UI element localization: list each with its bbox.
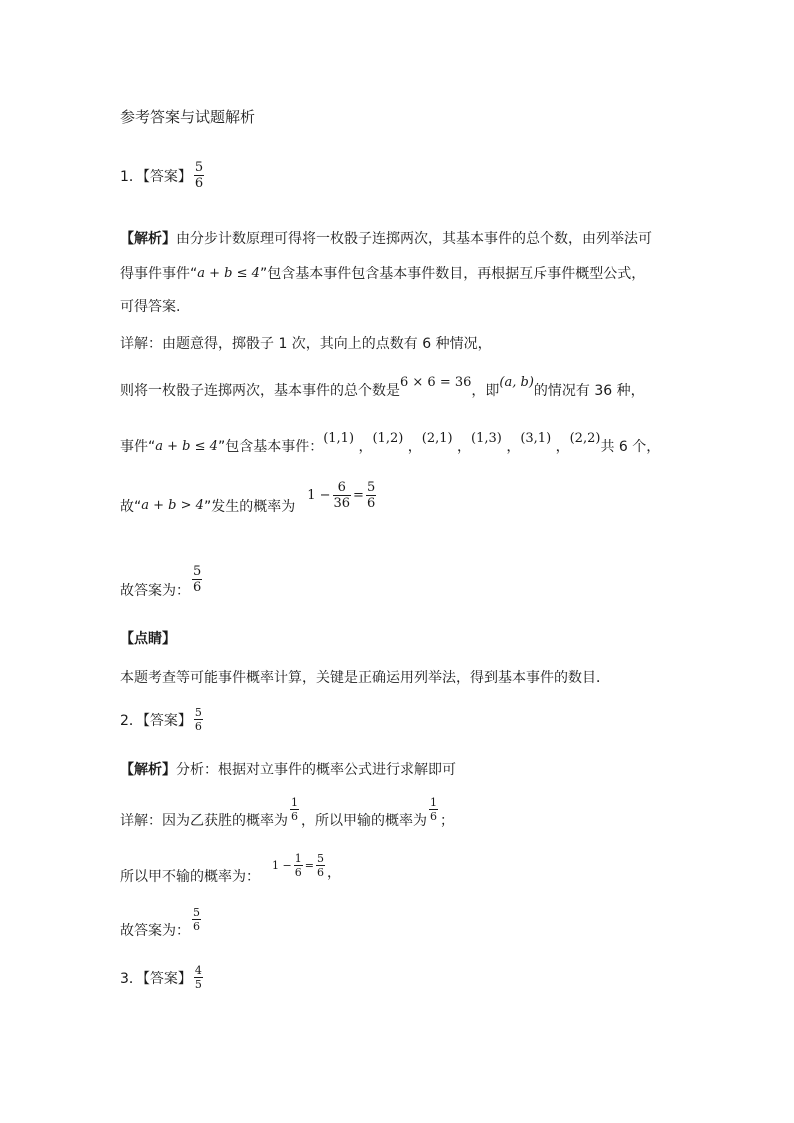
math-text: 1 −: [272, 859, 292, 872]
denominator: 36: [333, 496, 351, 511]
text: ；: [440, 812, 454, 829]
numerator: 5: [193, 906, 200, 919]
denominator: 6: [316, 866, 324, 879]
equals-sign: =: [304, 859, 314, 872]
fraction: [316, 852, 325, 879]
denominator: 6: [194, 176, 204, 191]
denominator: 5: [194, 978, 202, 991]
denominator: 6: [193, 580, 202, 595]
text: 故答案为：: [120, 922, 190, 939]
math-expression: (a, b): [499, 374, 534, 390]
numerator: 5: [194, 706, 202, 719]
q2-analysis: [120, 759, 456, 779]
fraction: [333, 480, 352, 511]
q2-detail: [120, 796, 454, 829]
q1-analysis-line2: [120, 263, 645, 283]
fraction: [192, 906, 201, 933]
denominator: 6: [291, 810, 298, 823]
q1-label: 1．【答案】: [120, 168, 192, 185]
denominator: 6: [294, 866, 302, 879]
numerator: 5: [366, 480, 376, 495]
q2-answer-fraction: [194, 706, 203, 733]
numerator: 6: [337, 480, 346, 495]
text: 故“: [120, 498, 142, 515]
event-item: (3,1): [520, 430, 552, 446]
q1-answer: [120, 160, 206, 191]
math-expression: a + b ≤ 4: [197, 265, 260, 281]
denominator: 6: [194, 720, 202, 733]
denominator: 6: [193, 920, 200, 933]
analysis-label: 【解析】: [120, 231, 176, 247]
text: 则将一枚骰子连掷两次，基本事件的总个数是: [120, 383, 400, 399]
q1-probability-line: [120, 480, 378, 521]
q1-comment-label: [120, 628, 176, 648]
fraction: [366, 480, 376, 511]
text: ，即: [471, 383, 500, 399]
analysis-label: 【解析】: [120, 762, 176, 778]
event-item: (1,1): [323, 430, 355, 446]
text: ”包含基本事件包含基本事件数目，再根据互斥事件概型公式，: [259, 266, 646, 282]
denominator: 6: [430, 810, 437, 823]
numerator: 5: [194, 160, 204, 175]
text: ，所以甲输的概率为: [301, 812, 427, 829]
q1-analysis-line3: [120, 296, 180, 316]
title-text: 参考答案与试题解析: [120, 108, 256, 126]
text: ，: [326, 864, 341, 881]
text: 共 6 个，: [600, 439, 661, 455]
text: 详解：因为乙获胜的概率为: [120, 812, 288, 829]
q3-answer-fraction: [194, 964, 203, 991]
math-expression: a + b ≤ 4: [155, 438, 218, 454]
q2-answer: [120, 706, 205, 733]
text: 故答案为：: [120, 582, 190, 599]
event-item: (2,2): [569, 430, 601, 446]
event-item: (2,1): [421, 430, 453, 446]
event-item: (1,3): [471, 430, 502, 446]
numerator: 5: [193, 564, 202, 579]
fraction: [192, 564, 202, 595]
text: ”发生的概率为: [203, 498, 296, 515]
q1-detail-line2: [120, 374, 645, 400]
text: 事件“: [120, 439, 156, 455]
equals-sign: =: [353, 488, 364, 503]
text: 可得答案.: [120, 299, 181, 315]
q1-analysis-line1: [120, 228, 652, 248]
q1-final-line: [120, 564, 204, 599]
numerator: 4: [194, 964, 202, 977]
text: 详解：由题意得，掷骰子 1 次，其向上的点数有 6 种情况，: [120, 336, 492, 352]
q1-comment-text: [120, 667, 610, 687]
page-title: [120, 106, 255, 127]
text: 所以甲不输的概率为：: [120, 868, 260, 885]
q1-answer-fraction: [194, 160, 204, 191]
text: ”包含基本事件：: [217, 439, 324, 455]
fraction: [429, 796, 438, 823]
math-expression: a + b > 4: [141, 498, 204, 513]
numerator: 1: [430, 796, 437, 809]
numerator: 5: [316, 852, 324, 865]
analysis-text: 分析：根据对立事件的概率公式进行求解即可: [176, 762, 456, 778]
fraction: [294, 852, 303, 879]
numerator: 1: [291, 796, 298, 809]
q2-not-lose: [120, 852, 341, 885]
q2-label: 2．【答案】: [120, 712, 192, 729]
fraction: [290, 796, 299, 823]
q2-final-line: [120, 906, 203, 939]
math-text: 1 −: [307, 488, 331, 503]
numerator: 1: [294, 852, 302, 865]
analysis-text: 由分步计数原理可得将一枚骰子连掷两次，其基本事件的总个数，由列举法可: [176, 231, 652, 247]
text: 的情况有 36 种，: [533, 383, 645, 399]
denominator: 6: [366, 496, 376, 511]
text: 得事件事件“: [120, 266, 198, 282]
q3-label: 3．【答案】: [120, 970, 192, 987]
text: 【点睛】: [120, 631, 176, 647]
event-item: (1,2): [372, 430, 404, 446]
text: 本题考查等可能事件概率计算，关键是正确运用列举法，得到基本事件的数目．: [120, 670, 610, 686]
q1-event-line: 事件“ a + b ≤ 4 ”包含基本事件： (1,1) ， (1,2) ， (2,1) ， (1,3) ， (3,1) ， (2,2) 共 6 个，: [120, 430, 661, 455]
math-expression: 6 × 6 = 36: [400, 374, 472, 390]
q1-detail-line1: [120, 333, 492, 353]
q3-answer: [120, 964, 205, 991]
